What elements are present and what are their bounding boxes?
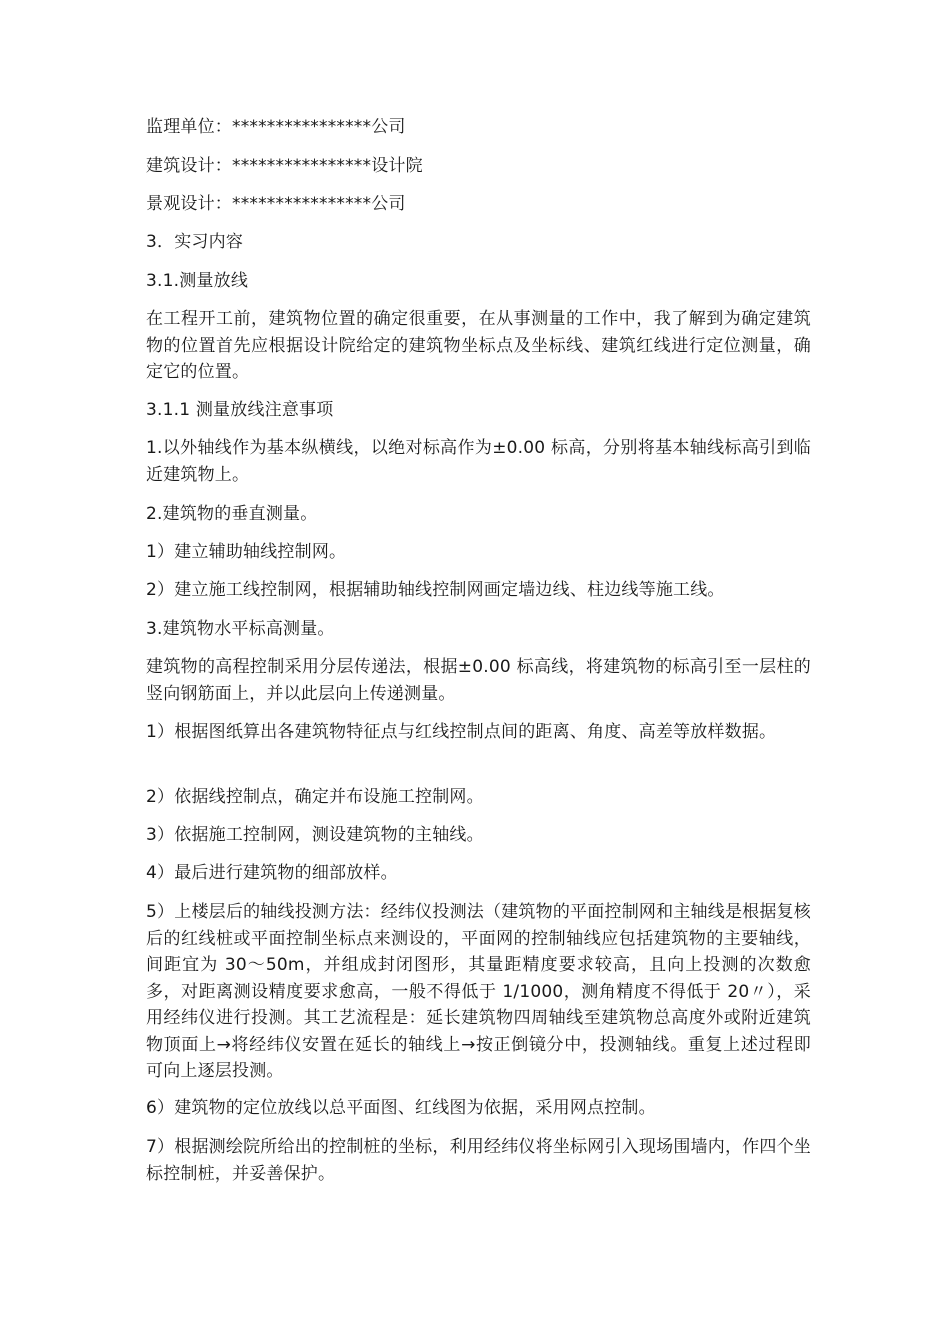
supervision-unit-line: 监理单位：****************公司	[146, 117, 406, 137]
landscape-design-line: 景观设计：****************公司	[146, 194, 406, 214]
list-item-3-1: 1）根据图纸算出各建筑物特征点与红线控制点间的距离、角度、高差等放样数据。	[146, 722, 777, 742]
paragraph-item-1: 1.以外轴线作为基本纵横线，以绝对标高作为±0.00 标高，分别将基本轴线标高引到临近建筑物上。	[146, 438, 811, 485]
paragraph-intro: 在工程开工前，建筑物位置的确定很重要，在从事测量的工作中，我了解到为确定建筑物的位置首先应根据设计院给定的建筑物坐标点及坐标线、建筑红线进行定位测量，确定它的位置。	[146, 309, 811, 382]
list-item-3-2: 2）依据线控制点，确定并布设施工控制网。	[146, 787, 484, 807]
subsection-heading-notes: 3.1.1 测量放线注意事项	[146, 400, 334, 420]
list-item-3-5: 5）上楼层后的轴线投测方法：经纬仪投测法（建筑物的平面控制网和主轴线是根据复核后的红线桩或平面控制坐标点来测设的，平面网的控制轴线应包括建筑物的主要轴线，间距宜为 30～50m，并组成封闭图形，其量距精度要求较高，且向上投测的次数愈多，对距离测设精度要求愈高，一般不得低于 1/1000，测角精度不得低于 20〃），采用经纬仪进行投测。其工艺流程是：延长建筑物四周轴线至建筑物总高度外或附近建筑物顶面上→将经纬仪安置在延长的轴线上→按正倒镜分中，投测轴线。重复上述过程即可向上逐层投测。	[146, 902, 811, 1081]
architectural-design-line: 建筑设计：****************设计院	[146, 156, 423, 176]
list-item-3-6: 6）建筑物的定位放线以总平面图、红线图为依据，采用网点控制。	[146, 1098, 656, 1118]
list-item-3-3: 3）依据施工控制网，测设建筑物的主轴线。	[146, 825, 484, 845]
paragraph-item-2: 2.建筑物的垂直测量。	[146, 504, 318, 524]
list-item-2-1: 1）建立辅助轴线控制网。	[146, 542, 347, 562]
section-heading-survey-layout: 3.1.测量放线	[146, 271, 249, 291]
paragraph-item-3: 3.建筑物水平标高测量。	[146, 619, 335, 639]
list-item-2-2: 2）建立施工线控制网，根据辅助轴线控制网画定墙边线、柱边线等施工线。	[146, 580, 725, 600]
list-item-3-4: 4）最后进行建筑物的细部放样。	[146, 863, 398, 883]
section-heading-internship-content: 3．实习内容	[146, 232, 244, 252]
list-item-3-7: 7）根据测绘院所给出的控制桩的坐标，利用经纬仪将坐标网引入现场围墙内，作四个坐标控制桩，并妥善保护。	[146, 1137, 811, 1184]
paragraph-elevation-control: 建筑物的高程控制采用分层传递法，根据±0.00 标高线，将建筑物的标高引至一层柱的竖向钢筋面上，并以此层向上传递测量。	[146, 657, 811, 704]
